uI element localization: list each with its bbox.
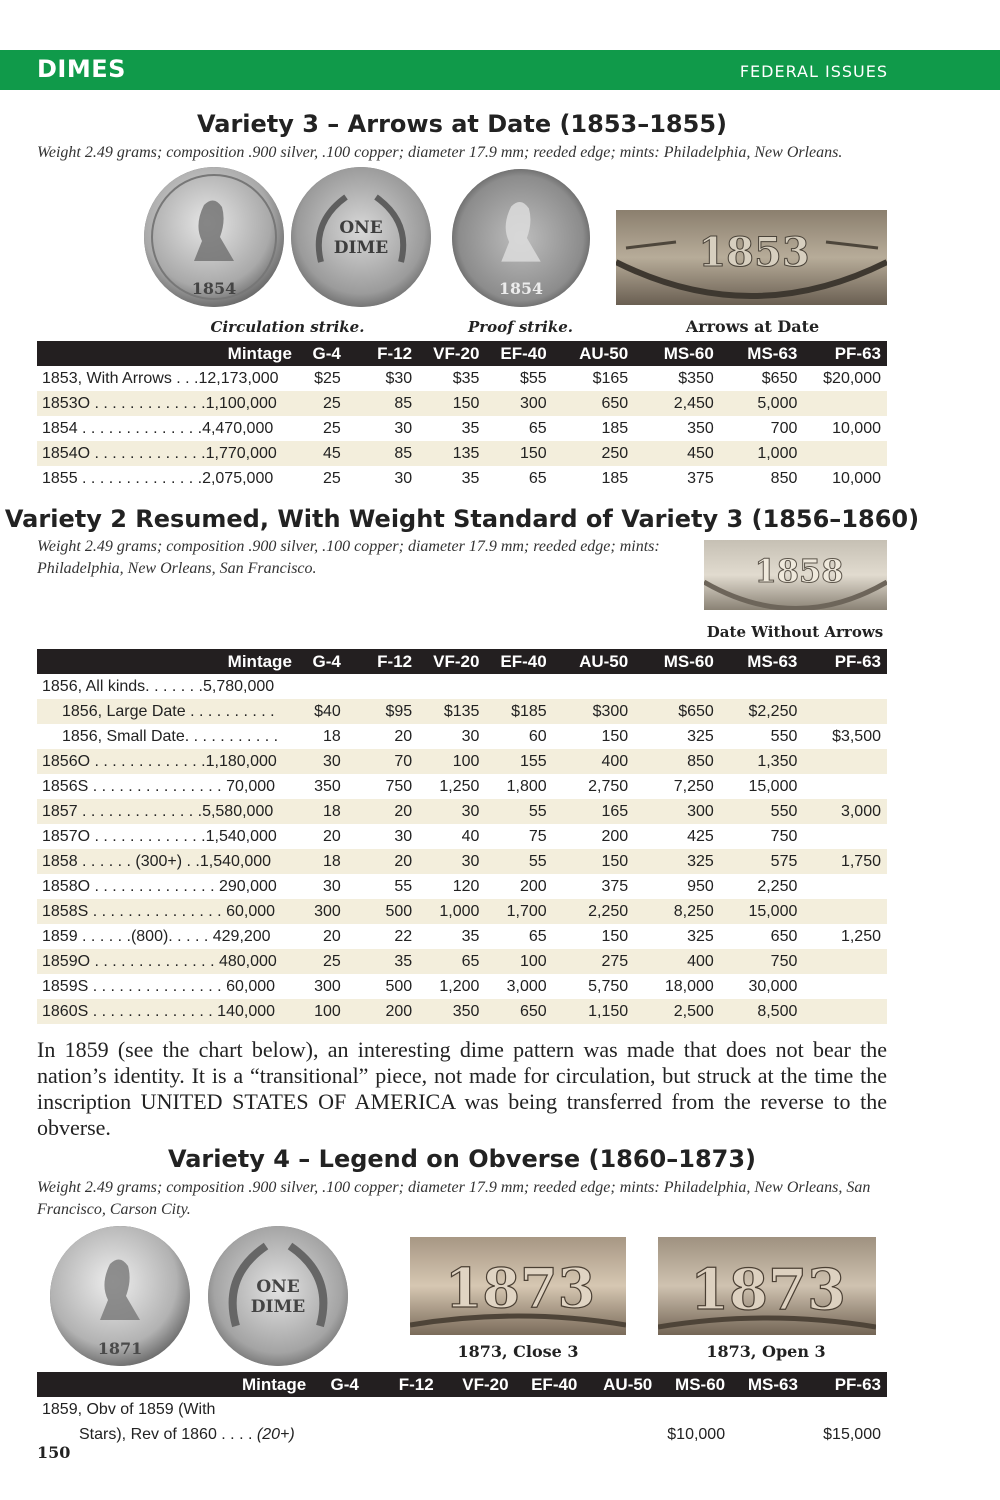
table-row [37,391,887,416]
cell-pf63 [803,749,887,774]
cell-au50: 185 [601,469,629,487]
cell-ef40: 1,800 [506,777,547,795]
cell-f12 [347,674,418,699]
table-row [37,1397,887,1422]
row-coin-name: 1854 . . . . . . . . . . . . . .4,470,000 [42,419,274,437]
page-number: 150 [37,1443,71,1462]
cell-ms60: 2,450 [634,391,720,416]
obverse-coin-image-1854 [144,167,284,307]
svg-text:1858: 1858 [754,552,844,590]
row-coin-name: 1856O . . . . . . . . . . . . .1,180,000 [37,749,298,774]
variety-2-resumed-title: Variety 2 Resumed, With Weight Standard of Variety 3 (1856–1860) [4,505,920,533]
cell-pf63 [803,441,887,466]
cell-f12: 20 [394,727,413,745]
cell-pf63 [803,674,887,699]
cell-ms60: 325 [687,927,714,945]
cell-ms60: 300 [634,799,720,824]
cell-g4: 30 [298,749,347,774]
cell-ef40: $185 [485,699,552,724]
cell-ms63: 550 [720,799,804,824]
cell-f12: 30 [394,419,413,437]
row-coin-name: 1859O . . . . . . . . . . . . . . 480,000 [37,949,298,974]
variety-3-price-table [37,341,887,491]
cell-g4: 25 [298,949,347,974]
caption-open-3: 1873, Open 3 [706,1342,826,1361]
cell-au50: $300 [553,699,635,724]
cell-f12: 55 [394,877,413,895]
cell-f12: $95 [347,699,418,724]
row-coin-name: 1857O . . . . . . . . . . . . .1,540,000 [42,827,277,845]
cell-ms60: 18,000 [664,977,714,995]
cell-ms60: 850 [634,749,720,774]
cell-au50: 150 [601,927,629,945]
col-header-ef40: EF-40 [515,1372,584,1397]
cell-pf63: $20,000 [823,369,881,387]
cell-f12: 22 [394,927,413,945]
svg-text:1871: 1871 [97,1339,143,1358]
row-coin-name: 1860S . . . . . . . . . . . . . . 140,000 [37,999,298,1024]
cell-f12: 500 [347,899,418,924]
cell-vf20: 40 [461,827,480,845]
cell-g4 [298,674,347,699]
svg-text:1853: 1853 [698,229,810,276]
cell-pf63 [803,774,887,799]
table-row [37,1422,887,1447]
cell-g4: 300 [298,899,347,924]
variety-3-title: Variety 3 – Arrows at Date (1853–1855) [196,110,727,138]
cell-ms63: 750 [720,949,804,974]
svg-text:DIME: DIME [333,238,389,258]
cell-ms60: 350 [687,419,714,437]
col-header-ef40: EF-40 [485,341,552,366]
caption-proof-strike: Proof strike. [468,318,573,336]
cell-g4: 18 [298,849,347,874]
cell-ms63: 8,500 [720,999,804,1024]
col-header-mintage: Mintage [37,1372,312,1397]
cell-pf63: 10,000 [832,419,881,437]
cell-ef40: 60 [528,727,547,745]
variety-2-specs: Weight 2.49 grams; composition .900 silver, .100 copper; diameter 17.9 mm; reeded edge; mints: Philadelphia, New Orleans, San Francisco. [37,538,660,577]
caption-close-3: 1873, Close 3 [457,1342,579,1361]
col-header-vf20: VF-20 [418,341,485,366]
svg-text:1873: 1873 [444,1256,596,1320]
cell-ef40: 200 [519,877,547,895]
col-header-f12: F-12 [347,341,418,366]
cell-ms63: 30,000 [748,977,798,995]
cell-ms60: 400 [634,949,720,974]
cell-vf20: $35 [452,369,480,387]
cell-pf63 [803,949,887,974]
cell-f12: 30 [394,827,413,845]
row-coin-name: 1858O . . . . . . . . . . . . . . 290,000 [42,877,277,895]
cell-vf20: 350 [418,999,485,1024]
table-row [37,674,887,699]
cell-ms63: 15,000 [720,899,804,924]
cell-ms63: 850 [770,469,798,487]
cell-vf20: 30 [461,727,480,745]
cell-ms60: 450 [634,441,720,466]
cell-pf63 [803,999,887,1024]
cell-au50 [553,674,635,699]
row-coin-name: 1858S . . . . . . . . . . . . . . . 60,000 [37,899,298,924]
variety-4-title: Variety 4 – Legend on Obverse (1860–1873) [167,1145,757,1173]
col-header-ms63: MS-63 [731,1372,804,1397]
cell-ms63 [720,674,804,699]
table-header-row [37,649,887,674]
cell-au50: 250 [553,441,635,466]
cell-ms63: 15,000 [748,777,798,795]
row-name-line2: Stars), Rev of 1860 . . . . (20+) [79,1425,295,1443]
cell-ms60: 950 [687,877,714,895]
row-coin-name: 1858 . . . . . . (300+) . .1,540,000 [37,849,298,874]
table-row [37,924,887,949]
cell-ms60: 7,250 [673,777,714,795]
caption-circulation-strike: Circulation strike. [210,318,365,336]
row-coin-name: 1856, Large Date . . . . . . . . . . [37,699,298,724]
cell-f12: 35 [347,949,418,974]
cell-g4: 100 [298,999,347,1024]
table-row [37,849,887,874]
cell-au50: 200 [601,827,629,845]
date-without-arrows-closeup-image [704,540,887,610]
cell-vf20: 150 [418,391,485,416]
cell-ef40: 300 [485,391,552,416]
cell-au50: 375 [601,877,629,895]
cell-f12: 200 [347,999,418,1024]
cell-vf20: 30 [418,849,485,874]
cell-pf63 [803,699,887,724]
cell-au50: 1,150 [553,999,635,1024]
cell-f12: 750 [385,777,413,795]
cell-vf20: 35 [461,469,480,487]
col-header-pf63: PF-63 [804,1372,887,1397]
table-row [37,416,887,441]
cell-vf20: 1,250 [439,777,480,795]
col-header-mintage: Mintage [37,649,298,674]
table-header-row [37,1372,887,1397]
cell-ms63: 5,000 [720,391,804,416]
col-header-g4: G-4 [298,341,347,366]
table-row [37,824,887,849]
cell-pf63: 1,250 [840,927,881,945]
cell-g4: 30 [323,877,341,895]
col-header-g4: G-4 [298,649,347,674]
cell-au50: 2,750 [588,777,629,795]
col-header-ms60: MS-60 [634,649,720,674]
reverse-coin-image-one-dime [291,167,431,307]
cell-ms63: $650 [761,369,798,387]
cell-g4: 300 [314,977,341,995]
cell-ef40 [485,674,552,699]
cell-g4: 25 [323,419,341,437]
cell-ms63: 750 [770,827,798,845]
cell-vf20: 65 [418,949,485,974]
table-row [37,874,887,899]
cell-au50: 150 [553,849,635,874]
row-coin-name: 1853O . . . . . . . . . . . . .1,100,000 [37,391,298,416]
cell-pf63: 1,750 [803,849,887,874]
row-coin-name: 1859 . . . . . .(800). . . . . 429,200 [42,927,271,945]
svg-text:1854: 1854 [191,279,237,298]
svg-text:DIME: DIME [250,1297,306,1317]
cell-vf20: $135 [418,699,485,724]
row-coin-name: 1854O . . . . . . . . . . . . .1,770,000 [37,441,298,466]
col-header-f12: F-12 [347,649,418,674]
cell-f12: 20 [347,799,418,824]
cell-au50: 400 [553,749,635,774]
arrows-at-date-closeup-image [616,210,887,305]
cell-f12: $30 [385,369,413,387]
cell-g4: 18 [323,727,341,745]
cell-pf63 [803,874,887,899]
transitional-pattern-paragraph: In 1859 (see the chart below), an interesting dime pattern was made that does not bear the nation’s identity. It is a “transitional” piece, not made for circulation, but struck at the time the inscription UNITED STATES OF AMERICA was being transferred from the reverse to the obverse. [37,1037,887,1140]
cell-f12: 85 [347,441,418,466]
cell-pf63 [803,391,887,416]
cell-ef40: 1,700 [485,899,552,924]
table-row [37,799,887,824]
col-header-pf63: PF-63 [803,649,887,674]
col-header-ms60: MS-60 [658,1372,731,1397]
cell-g4: 45 [298,441,347,466]
caption-arrows-at-date: Arrows at Date [685,317,820,336]
row-coin-name: 1853, With Arrows . . .12,173,000 [42,369,279,387]
cell-vf20: 135 [418,441,485,466]
cell-f12: 70 [347,749,418,774]
cell-pf63: 10,000 [832,469,881,487]
cell-f12: 30 [394,469,413,487]
cell-ms60: 325 [634,849,720,874]
svg-text:1854: 1854 [499,279,543,299]
cell-g4: 350 [314,777,341,795]
cell-ef40: $55 [519,369,547,387]
cell-au50: 650 [553,391,635,416]
row-name-quantity: (20+) [256,1425,295,1443]
cell-ms60 [634,674,720,699]
cell-vf20: 35 [461,927,480,945]
row-coin-name: 1859S . . . . . . . . . . . . . . . 60,000 [42,977,276,995]
cell-au50: 165 [553,799,635,824]
cell-ms63: 1,350 [720,749,804,774]
col-header-au50: AU-50 [553,341,635,366]
variety-4-price-table [37,1372,887,1447]
cell-ms63: 2,250 [757,877,798,895]
cell-ms63: 575 [720,849,804,874]
row-name-line1: 1859, Obv of 1859 (With [42,1400,216,1418]
cell-pf63: $15,000 [823,1425,881,1443]
cell-au50: 150 [601,727,629,745]
cell-ef40: 65 [528,419,547,437]
table-row [37,899,887,924]
cell-f12: 500 [385,977,413,995]
variety-4-specs: Weight 2.49 grams; composition .900 silver, .100 copper; diameter 17.9 mm; reeded edge; mints: Philadelphia, New Orleans, San Francisco, Carson City. [37,1179,871,1218]
col-header-ms63: MS-63 [720,649,804,674]
cell-g4: 20 [323,827,341,845]
cell-g4: 25 [323,469,341,487]
col-header-g4: G-4 [312,1372,365,1397]
col-header-vf20: VF-20 [440,1372,515,1397]
cell-vf20: 1,200 [439,977,480,995]
table-row [37,441,887,466]
open-3-closeup-image [658,1237,876,1335]
table-row [37,774,887,799]
cell-vf20: 100 [418,749,485,774]
row-coin-name: 1855 . . . . . . . . . . . . . .2,075,000 [42,469,274,487]
table-row [37,724,887,749]
cell-g4: 20 [323,927,341,945]
cell-vf20: 1,000 [418,899,485,924]
cell-ms63: 700 [770,419,798,437]
cell-ef40: 75 [528,827,547,845]
cell-g4: $40 [298,699,347,724]
cell-ms60: 8,250 [634,899,720,924]
col-header-mintage: Mintage [37,341,298,366]
cell-ef40: 650 [485,999,552,1024]
cell-au50: 275 [553,949,635,974]
col-header-pf63: PF-63 [803,341,887,366]
cell-ms63: 650 [770,927,798,945]
col-header-au50: AU-50 [553,649,635,674]
table-row [37,699,887,724]
col-header-ms60: MS-60 [634,341,720,366]
row-coin-name: 1857 . . . . . . . . . . . . . .5,580,000 [37,799,298,824]
cell-ef40: 150 [485,441,552,466]
table-row [37,974,887,999]
table-row [37,949,887,974]
cell-ef40: 55 [485,799,552,824]
cell-ef40: 100 [485,949,552,974]
col-header-au50: AU-50 [583,1372,658,1397]
table-row [37,366,887,391]
variety-3-specs: Weight 2.49 grams; composition .900 silver, .100 copper; diameter 17.9 mm; reeded edge; mints: Philadelphia, New Orleans. [37,144,843,161]
cell-ms60: 2,500 [634,999,720,1024]
cell-g4: 25 [298,391,347,416]
table-header-row [37,341,887,366]
reverse-coin-image-one-dime-wreath [208,1226,348,1366]
cell-ef40: 65 [528,927,547,945]
close-3-closeup-image [410,1237,626,1335]
cell-pf63: 3,000 [803,799,887,824]
cell-au50: 2,250 [553,899,635,924]
proof-coin-image-1854 [452,169,590,307]
cell-ms60: $10,000 [667,1425,726,1443]
cell-pf63 [803,824,887,849]
table-row [37,999,887,1024]
row-coin-name: 1856S . . . . . . . . . . . . . . . 70,000 [42,777,276,795]
cell-vf20: 30 [418,799,485,824]
cell-au50: 185 [601,419,629,437]
cell-f12: 20 [347,849,418,874]
cell-ms63: $2,250 [720,699,804,724]
cell-ef40: 3,000 [506,977,547,995]
cell-vf20 [418,674,485,699]
cell-vf20: 35 [461,419,480,437]
cell-ms60: $350 [678,369,714,387]
cell-ef40: 155 [485,749,552,774]
variety-2-resumed-price-table [37,649,887,1024]
cell-ms60: 375 [687,469,714,487]
cell-ms60: 325 [687,727,714,745]
table-row [37,749,887,774]
svg-text:ONE: ONE [256,1277,300,1297]
obverse-coin-image-1871 [50,1226,190,1366]
cell-ms63: 1,000 [720,441,804,466]
cell-pf63: $3,500 [832,727,881,745]
table-row [37,466,887,491]
section-category: FEDERAL ISSUES [739,62,888,81]
caption-date-without-arrows: Date Without Arrows [706,623,884,641]
cell-g4: $25 [314,369,341,387]
col-header-ef40: EF-40 [485,649,552,674]
cell-ms63: 550 [770,727,798,745]
svg-text:ONE: ONE [339,218,383,238]
cell-vf20: 120 [452,877,480,895]
row-coin-name: 1856, All kinds. . . . . . .5,780,000 [42,677,275,695]
col-header-vf20: VF-20 [418,649,485,674]
section-header-bar [0,50,1000,90]
cell-ef40: 65 [528,469,547,487]
cell-ms60: 425 [687,827,714,845]
cell-au50: $165 [592,369,629,387]
col-header-f12: F-12 [365,1372,440,1397]
cell-au50: 5,750 [588,977,629,995]
cell-pf63 [803,974,887,999]
row-coin-name: 1856, Small Date. . . . . . . . . . . [62,727,279,745]
cell-f12: 85 [347,391,418,416]
col-header-ms63: MS-63 [720,341,804,366]
svg-text:1873: 1873 [690,1257,846,1323]
cell-pf63 [803,899,887,924]
section-title-dimes: DIMES [37,55,126,83]
cell-ef40: 55 [485,849,552,874]
cell-ms60: $650 [634,699,720,724]
cell-g4: 18 [298,799,347,824]
